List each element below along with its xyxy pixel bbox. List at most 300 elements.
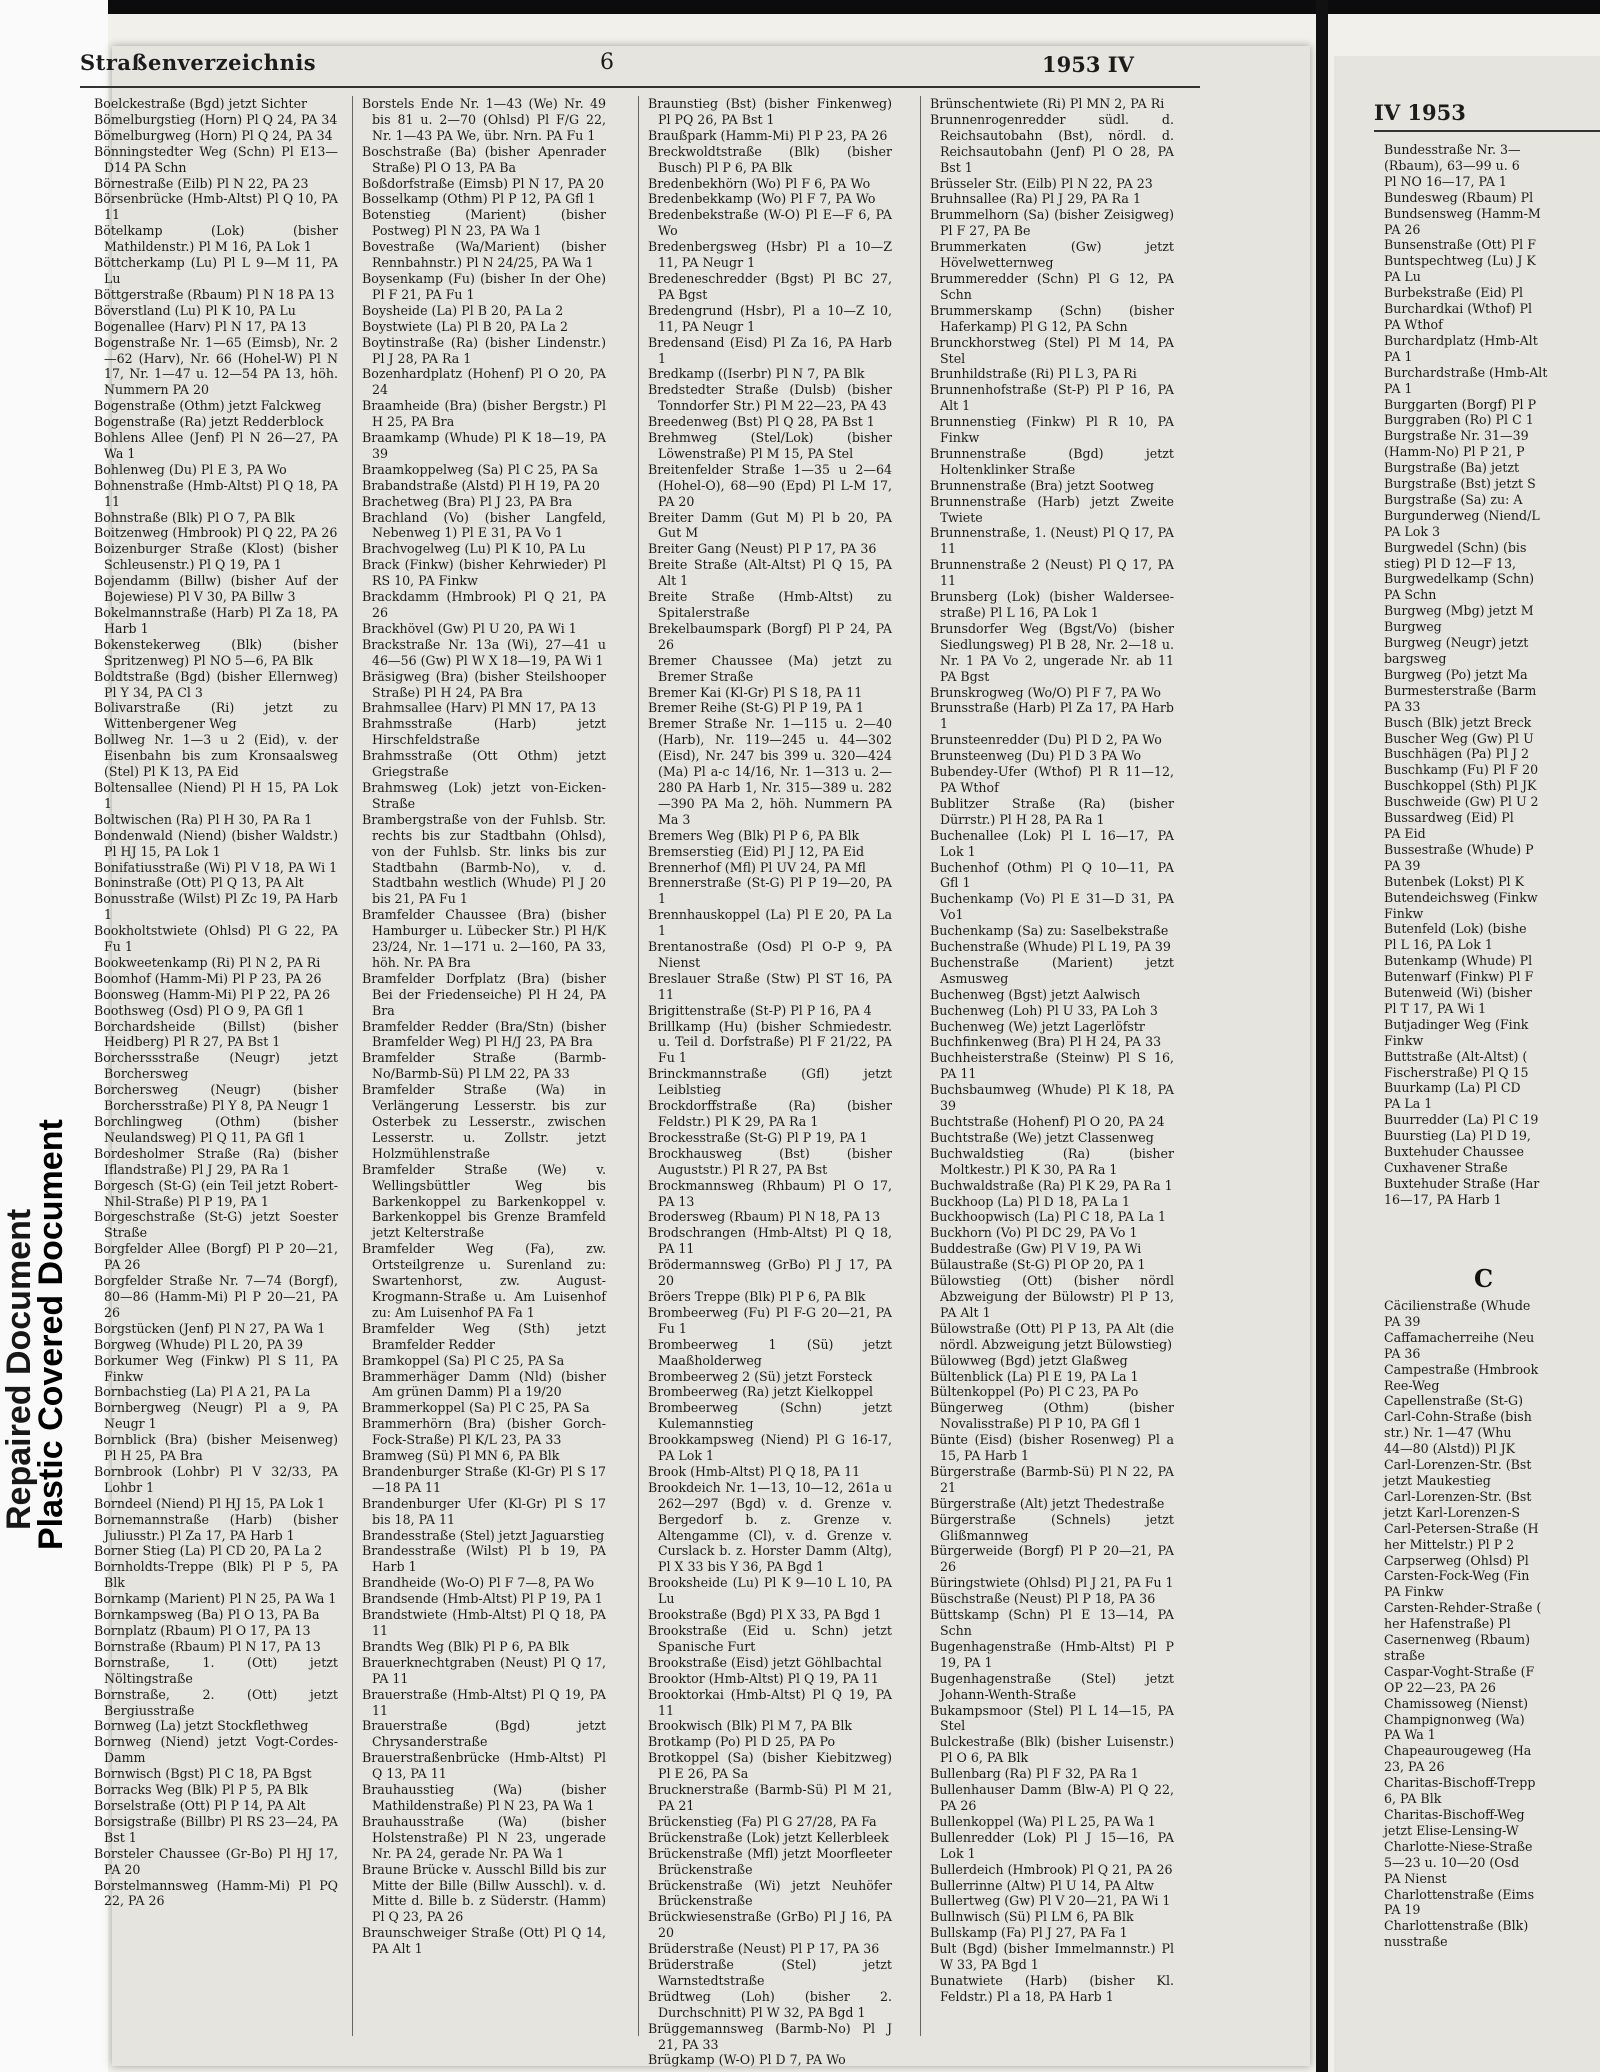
street-entry: Boothsweg (Osd) Pl O 9, PA Gfl 1 [94, 1002, 305, 1018]
street-entry: Breckwoldtstraße (Blk) (bisher Busch) Pl P 6, PA Blk [648, 143, 892, 175]
street-entry: Buurkamp (La) Pl CD [1384, 1080, 1521, 1096]
street-entry: Finkw [1384, 905, 1424, 921]
street-entry: Caspar-Voght-Straße (F [1384, 1663, 1535, 1679]
street-entry: Brandstwiete (Hmb-Altst) Pl Q 18, PA 11 [362, 1607, 606, 1638]
street-entry: Brüderstraße (Stel) jetzt Warnstedtstraße [648, 1957, 892, 1988]
street-entry: Brandesstraße (Stel) jetzt Jaguarstieg [362, 1527, 605, 1543]
street-entry: Carl-Lorenzen-Str. (Bst [1384, 1488, 1532, 1504]
street-entry: bargsweg [1384, 651, 1447, 666]
street-entry: Burgstraße (Bst) jetzt S [1384, 476, 1536, 492]
street-entry: PA Wthof [1384, 316, 1443, 332]
street-entry: Buschkoppel (Sth) Pl JK [1384, 778, 1537, 794]
street-entry: Bramfelder Straße (We) v. Wellingsbüttler Weg bis Barkenkoppel zu Barkenkoppel v. Barkenkoppel bis Grenze Bramfeld jetzt Kelterstraße [362, 1161, 606, 1241]
street-entry: Breite Straße (Hmb-Altst) zu Spitalerstraße [648, 589, 892, 620]
street-entry: Brüsseler Str. (Eilb) Pl N 22, PA 23 [930, 175, 1153, 191]
street-entry: Borselstraße (Ott) Pl P 14, PA Alt [94, 1797, 306, 1813]
street-entry: Bornwisch (Bgst) Pl C 18, PA Bgst [94, 1766, 312, 1782]
street-entry: Brauerstraßenbrücke (Hmb-Altst) Pl Q 13, PA 11 [362, 1750, 606, 1782]
street-entry: Bokenstekerweg (Blk) (bisher Spritzenweg) Pl NO 5—6, PA Blk [94, 636, 338, 668]
street-entry: Buchtstraße (Hohenf) Pl O 20, PA 24 [930, 1114, 1165, 1129]
street-entry: Buchenstraße (Whude) Pl L 19, PA 39 [930, 939, 1171, 955]
street-entry: Buttstraße (Alt-Altst) ( [1384, 1048, 1528, 1064]
street-entry: Brombeerweg (Schn) jetzt Kulemannstieg [648, 1400, 892, 1432]
street-entry: Caffamacherreihe (Neu [1384, 1329, 1535, 1345]
street-entry: Bornbrook (Lohbr) Pl V 32/33, PA Lohbr 1 [94, 1463, 338, 1495]
street-entry: her Hafenstraße) Pl [1384, 1616, 1511, 1632]
street-entry: Brockmannsweg (Rhbaum) Pl O 17, PA 13 [648, 1177, 892, 1209]
street-entry: Butenfeld (Lok) (bishe [1384, 921, 1527, 937]
street-entry: Brombeerweg 2 (Sü) jetzt Forsteck [648, 1368, 873, 1384]
street-entry: Busch (Blk) jetzt Breck [1384, 714, 1532, 730]
street-entry: Butenbek (Lokst) Pl K [1384, 873, 1524, 889]
street-entry: Bullenredder (Lok) Pl J 15—16, PA Lok 1 [930, 1829, 1174, 1861]
street-entry: Braamheide (Bra) (bisher Bergstr.) Pl H 25, PA Bra [362, 398, 606, 430]
street-entry: Charlottenstraße (Blk) [1384, 1918, 1529, 1934]
street-entry: Brandenburger Straße (Kl-Gr) Pl S 17—18 PA 11 [362, 1463, 606, 1495]
next-page-column-c [1384, 1298, 1600, 1950]
street-entry: PA 33 [1384, 698, 1421, 714]
street-entry: Brummerkaten (Gw) jetzt Hövelwetternweg [930, 239, 1174, 271]
street-entry: PA 19 [1384, 1902, 1421, 1918]
street-entry: Boysenkamp (Fu) (bisher In der Ohe) Pl F 21, PA Fu 1 [362, 270, 606, 302]
street-entry: Boonsweg (Hamm-Mi) Pl P 22, PA 26 [94, 986, 331, 1002]
street-entry: Brentanostraße (Osd) Pl O-P 9, PA Nienst [648, 939, 892, 970]
street-entry: Bornstraße (Rbaum) Pl N 17, PA 13 [94, 1638, 321, 1654]
street-entry: Bülaustraße (St-G) Pl OP 20, PA 1 [930, 1257, 1146, 1273]
street-entry: Boytinstraße (Ra) (bisher Lindenstr.) Pl J 28, PA Ra 1 [362, 334, 606, 366]
street-entry: Bornweg (La) jetzt Stockflethweg [94, 1718, 309, 1734]
street-entry: Brockdorffstraße (Ra) (bisher Feldstr.) Pl K 29, PA Ra 1 [648, 1098, 892, 1129]
street-entry: Carsten-Fock-Weg (Fin [1384, 1568, 1530, 1584]
street-entry: Bublitzer Straße (Ra) (bisher Dürrstr.) Pl H 28, PA Ra 1 [930, 795, 1174, 827]
street-entry: Brachland (Vo) (bisher Langfeld, Nebenweg 1) Pl E 31, PA Vo 1 [362, 509, 606, 541]
street-entry: Borracks Weg (Blk) Pl P 5, PA Blk [94, 1782, 309, 1798]
street-entry: Brackstraße Nr. 13a (Wi), 27—41 u 46—56 (Gw) Pl W X 18—19, PA Wi 1 [362, 636, 606, 668]
street-entry: Buchenweg (Loh) Pl U 33, PA Loh 3 [930, 1002, 1158, 1018]
street-entry: Bogenstraße (Ra) jetzt Redderblock [94, 414, 324, 430]
street-entry: Brahmsstraße (Harb) jetzt Hirschfeldstraße [362, 716, 606, 748]
street-entry: Brahmsweg (Lok) jetzt von-Eicken-Straße [362, 779, 606, 811]
street-entry: Botenstieg (Marient) (bisher Postweg) Pl N 23, PA Wa 1 [362, 207, 606, 239]
street-entry: Brummelhorn (Sa) (bisher Zeisigweg) Pl F 27, PA Be [930, 207, 1174, 239]
street-entry: PA Eid [1384, 825, 1426, 841]
street-entry: Buchenallee (Lok) Pl L 16—17, PA Lok 1 [930, 827, 1174, 859]
page-gutter-shadow [1316, 0, 1328, 2072]
street-entry: Brennhauskoppel (La) Pl E 20, PA La 1 [648, 907, 892, 939]
street-entry: Brekelbaumspark (Borgf) Pl P 24, PA 26 [648, 620, 892, 652]
street-entry: Burgstraße Nr. 31—39 [1384, 428, 1529, 444]
street-entry: Brückwiesenstraße (GrBo) Pl J 16, PA 20 [648, 1909, 892, 1941]
street-entry: Bornweg (Niend) jetzt Vogt-Cordes-Damm [94, 1734, 338, 1766]
street-entry: Brambergstraße von der Fuhlsb. Str. rechts bis zur Stadtbahn (Ohlsd), von der Fuhlsb. Str. links bis zur Stadtbahn (Barmb-No), v. d. Stadtbahn westlich (Whude) Pl J 20 bis 21, PA Fu 1 [362, 811, 606, 907]
street-entry: Brunsteenweg (Du) Pl D 3 PA Wo [930, 748, 1142, 764]
street-entry: Bramfelder Chaussee (Bra) (bisher Hamburger u. Lübecker Str.) Pl H/K 23/24, Nr. 1—171 u. 2—160, PA 33, höh. Nr. PA Bra [362, 907, 606, 970]
repaired-document-label: Repaired Document [0, 1208, 38, 1530]
street-entry: Brückenstieg (Fa) Pl G 27/28, PA Fa [648, 1813, 877, 1829]
street-entry: Bookweetenkamp (Ri) Pl N 2, PA Ri [94, 954, 321, 970]
street-entry: Brookkampsweg (Niend) Pl G 16-17, PA Lok 1 [648, 1432, 892, 1464]
street-entry: Bordesholmer Straße (Ra) (bisher Iflandstraße) Pl J 29, PA Ra 1 [94, 1145, 338, 1177]
street-entry: Burgweg (Neugr) jetzt [1384, 635, 1529, 651]
street-column-2 [362, 96, 606, 1957]
street-entry: Brügkamp (W-O) Pl D 7, PA Wo [648, 2052, 846, 2068]
street-entry: Carl-Petersen-Straße (H [1384, 1520, 1539, 1536]
street-entry: Bramkoppel (Sa) Pl C 25, PA Sa [362, 1352, 565, 1368]
street-entry: Brauerstraße (Bgd) jetzt Chrysanderstraße [362, 1718, 606, 1750]
page-title: Straßenverzeichnis [80, 50, 317, 75]
street-entry: Brunnenhofstraße (St-P) Pl P 16, PA Alt 1 [930, 382, 1174, 414]
street-entry: PA 36 [1384, 1345, 1421, 1361]
street-entry: Carsten-Rehder-Straße ( [1384, 1600, 1542, 1616]
street-entry: Brückenstraße (Lok) jetzt Kellerbleek [648, 1829, 889, 1845]
street-entry: Braußpark (Hamm-Mi) Pl P 23, PA 26 [648, 127, 888, 143]
street-entry: Brandesstraße (Wilst) Pl b 19, PA Harb 1 [362, 1543, 606, 1575]
street-entry: PA Nienst [1384, 1870, 1447, 1886]
street-entry: Carl-Cohn-Straße (bish [1384, 1409, 1532, 1425]
street-entry: Borkumer Weg (Finkw) Pl S 11, PA Finkw [94, 1352, 338, 1384]
street-entry: Bredeneschredder (Bgst) Pl BC 27, PA Bgst [648, 270, 892, 302]
street-entry: Bornkamp (Marient) Pl N 25, PA Wa 1 [94, 1591, 337, 1607]
street-entry: Boninstraße (Ott) Pl Q 13, PA Alt [94, 875, 304, 891]
street-entry: Brooksheide (Lu) Pl K 9—10 L 10, PA Lu [648, 1575, 892, 1607]
street-entry: Bürgerstraße (Barmb-Sü) Pl N 22, PA 21 [930, 1463, 1174, 1495]
column-divider [352, 96, 353, 2036]
street-entry: Cäcilienstraße (Whude [1384, 1298, 1531, 1313]
street-entry: 44—80 (Alstd)) Pl JK [1384, 1441, 1516, 1457]
street-entry: Bönningstedter Weg (Schn) Pl E13—D14 PA Schn [94, 143, 338, 175]
street-entry: Bramweg (Sü) Pl MN 6, PA Blk [362, 1448, 560, 1464]
street-entry: PA Schn [1384, 587, 1437, 603]
street-entry: Bugenhagenstraße (Stel) jetzt Johann-Wenth-Straße [930, 1670, 1174, 1702]
street-entry: Brauhausstieg (Wa) (bisher Mathildenstraße) Pl N 23, PA Wa 1 [362, 1782, 606, 1813]
street-entry: Bogenstraße (Othm) jetzt Falckweg [94, 398, 322, 414]
street-entry: Brunskrogweg (Wo/O) Pl F 7, PA Wo [930, 684, 1161, 700]
street-entry: Bookholtstwiete (Ohlsd) Pl G 22, PA Fu 1 [94, 923, 338, 955]
next-page-header-rule [1374, 130, 1600, 132]
street-entry: Bramfelder Dorfplatz (Bra) (bisher Bei der Friedenseiche) Pl H 24, PA Bra [362, 970, 606, 1018]
street-entry: Burgwedelkamp (Schn) [1384, 571, 1535, 587]
street-entry: Bremer Reihe (St-G) Pl P 19, PA 1 [648, 700, 864, 716]
street-entry: Burgstraße (Ba) jetzt [1384, 460, 1520, 476]
street-entry: Borchardsheide (Billst) (bisher Heidberg) Pl R 27, PA Bst 1 [94, 1018, 338, 1050]
street-entry: Brödermannsweg (GrBo) Pl J 17, PA 20 [648, 1257, 892, 1289]
street-entry: Brotkamp (Po) Pl D 25, PA Po [648, 1734, 836, 1750]
street-entry: Bremer Kai (Kl-Gr) Pl S 18, PA 11 [648, 684, 863, 700]
street-entry: Braunschweiger Straße (Ott) Pl Q 14, PA Alt 1 [362, 1925, 606, 1957]
street-entry: Bullertweg (Gw) Pl V 20—21, PA Wi 1 [930, 1893, 1171, 1909]
street-entry: straße [1384, 1647, 1425, 1663]
street-entry: Bornbachstieg (La) Pl A 21, PA La [94, 1384, 311, 1400]
street-entry: Brehmweg (Stel/Lok) (bisher Löwenstraße) Pl M 15, PA Stel [648, 430, 892, 461]
street-entry: PA 26 [1384, 221, 1421, 237]
street-entry: Charlottenstraße (Eims [1384, 1886, 1535, 1902]
street-entry: Brunnenstraße, 1. (Neust) Pl Q 17, PA 11 [930, 525, 1174, 557]
street-entry: Brillkamp (Hu) (bisher Schmiedestr. u. Teil d. Dorfstraße) Pl F 21/22, PA Fu 1 [648, 1018, 892, 1066]
street-entry: Breiter Gang (Neust) Pl P 17, PA 36 [648, 541, 877, 557]
street-entry: Brackhövel (Gw) Pl U 20, PA Wi 1 [362, 620, 577, 636]
street-entry: Bömelburgweg (Horn) Pl Q 24, PA 34 [94, 127, 333, 143]
street-entry: Burgweg [1384, 619, 1442, 635]
street-entry: Brabandstraße (Alstd) Pl H 19, PA 20 [362, 477, 600, 493]
street-entry: Brinckmannstraße (Gfl) jetzt Leiblstieg [648, 1066, 892, 1098]
left-margin-strip [0, 0, 108, 2072]
street-entry: Brockesstraße (St-G) Pl P 19, PA 1 [648, 1129, 868, 1145]
street-entry: Buscher Weg (Gw) Pl U [1384, 730, 1534, 746]
street-entry: 23, PA 26 [1384, 1759, 1445, 1775]
street-entry: Brauerstraße (Hmb-Altst) Pl Q 19, PA 11 [362, 1686, 606, 1718]
street-entry: Casernenweg (Rbaum) [1384, 1632, 1530, 1648]
street-entry: Bullerrinne (Altw) Pl U 14, PA Altw [930, 1877, 1154, 1893]
street-entry: Bramfelder Weg (Sth) jetzt Bramfelder Redder [362, 1320, 606, 1352]
street-entry: Buchenkamp (Vo) Pl E 31—D 31, PA Vo1 [930, 891, 1174, 923]
street-entry: Bornholdts-Treppe (Blk) Pl P 5, PA Blk [94, 1559, 338, 1591]
street-entry: Bogenstraße Nr. 1—65 (Eimsb), Nr. 2—62 (Harv), Nr. 66 (Hohel-W) Pl N 17, Nr. 1—47 u. 12—54 PA 13, höh. Nummern PA 20 [94, 334, 338, 398]
street-entry: Braamkamp (Whude) Pl K 18—19, PA 39 [362, 430, 606, 461]
street-entry: Burchardkai (Wthof) Pl [1384, 301, 1533, 317]
street-entry: Capellenstraße (St-G) [1384, 1393, 1524, 1409]
street-entry: Butenkamp (Whude) Pl [1384, 953, 1533, 969]
street-entry: Breiter Damm (Gut M) Pl b 20, PA Gut M [648, 509, 892, 541]
street-entry: Buchsbaumweg (Whude) Pl K 18, PA 39 [930, 1082, 1174, 1114]
street-entry: Brunnenstraße (Bgd) jetzt Holtenklinker Straße [930, 445, 1174, 477]
street-entry: Boldtstraße (Bgd) (bisher Ellernweg) Pl Y 34, PA Cl 3 [94, 668, 338, 700]
street-entry: Campestraße (Hmbrook [1384, 1361, 1539, 1377]
street-entry: Brunnenstieg (Finkw) Pl R 10, PA Finkw [930, 414, 1174, 446]
street-entry: Butendeichsweg (Finkw [1384, 889, 1538, 905]
street-entry: PA Lu [1384, 269, 1421, 285]
street-entry: Bürgerweide (Borgf) Pl P 20—21, PA 26 [930, 1543, 1174, 1575]
street-entry: Büttskamp (Schn) Pl E 13—14, PA Schn [930, 1607, 1174, 1638]
street-entry: Brigittenstraße (St-P) Pl P 16, PA 4 [648, 1002, 872, 1018]
street-entry: Bültenblick (La) Pl E 19, PA La 1 [930, 1368, 1139, 1384]
street-entry: Burgwedel (Schn) (bis [1384, 539, 1527, 555]
page-header [80, 46, 1200, 86]
street-entry: Bornplatz (Rbaum) Pl O 17, PA 13 [94, 1623, 311, 1638]
street-entry: Brunsstraße (Harb) Pl Za 17, PA Harb 1 [930, 700, 1174, 732]
street-entry: Borndeel (Niend) Pl HJ 15, PA Lok 1 [94, 1495, 326, 1511]
street-entry: Bornbergweg (Neugr) Pl a 9, PA Neugr 1 [94, 1400, 338, 1432]
street-entry: Brombeerweg (Ra) jetzt Kielkoppel [648, 1384, 874, 1400]
street-entry: Boystwiete (La) Pl B 20, PA La 2 [362, 318, 569, 334]
street-entry: PA 1 [1384, 348, 1413, 364]
street-entry: Burchardstraße (Hmb-Alt [1384, 364, 1548, 380]
street-entry: Brunhildstraße (Ri) Pl L 3, PA Ri [930, 366, 1137, 382]
street-entry: Brodersweg (Rbaum) Pl N 18, PA 13 [648, 1209, 881, 1225]
plastic-covered-label: Plastic Covered Document [32, 1119, 70, 1550]
street-entry: Böttgerstraße (Rbaum) Pl N 18 PA 13 [94, 286, 335, 302]
street-entry: Bredenbekkamp (Wo) Pl F 7, PA Wo [648, 191, 876, 207]
street-entry: (Rbaum), 63—99 u. 6 [1384, 157, 1520, 173]
street-entry: Brombeerweg 1 (Sü) jetzt Maaßholderweg [648, 1336, 892, 1368]
street-entry: Boltwischen (Ra) Pl H 30, PA Ra 1 [94, 811, 313, 827]
street-entry: Bukampsmoor (Stel) Pl L 14—15, PA Stel [930, 1702, 1174, 1734]
street-entry: Brachvogelweg (Lu) Pl K 10, PA Lu [362, 541, 586, 557]
street-entry: Büringstwiete (Ohlsd) Pl J 21, PA Fu 1 [930, 1575, 1174, 1591]
street-entry: Chamissoweg (Nienst) [1384, 1695, 1528, 1711]
street-entry: Brammerkoppel (Sa) Pl C 25, PA Sa [362, 1400, 590, 1416]
street-entry: Bünte (Eisd) (bisher Rosenweg) Pl a 15, PA Harb 1 [930, 1432, 1174, 1464]
street-entry: Burgweg (Po) jetzt Ma [1384, 666, 1528, 682]
street-entry: Burggraben (Ro) Pl C 1 [1384, 412, 1534, 428]
street-entry: Boltensallee (Niend) Pl H 15, PA Lok 1 [94, 779, 338, 811]
street-entry: PA 39 [1384, 857, 1421, 873]
street-entry: Brachetweg (Bra) Pl J 23, PA Bra [362, 493, 573, 509]
street-entry: Bülowstraße (Ott) Pl P 13, PA Alt (die nördl. Abzweigung jetzt Bülowstieg) [930, 1320, 1174, 1352]
page-number: 6 [600, 50, 614, 75]
street-entry: Charitas-Bischoff-Trepp [1384, 1775, 1536, 1791]
street-entry: Fischerstraße) Pl Q 15 [1384, 1064, 1529, 1080]
street-entry: Buchwaldstieg (Ra) (bisher Moltkestr.) Pl K 30, PA Ra 1 [930, 1145, 1174, 1177]
street-entry: Bullenhauser Damm (Blw-A) Pl Q 22, PA 26 [930, 1782, 1174, 1813]
street-entry: Bornblick (Bra) (bisher Meisenweg) Pl H 25, PA Bra [94, 1432, 338, 1464]
column-divider [920, 96, 921, 2036]
header-rule [80, 86, 1200, 88]
street-entry: Bornstraße, 2. (Ott) jetzt Bergiusstraße [94, 1686, 338, 1718]
street-entry: Bredengrund (Hsbr), Pl a 10—Z 10, 11, PA Neugr 1 [648, 302, 892, 334]
street-entry: Bülowweg (Bgd) jetzt Glaßweg [930, 1352, 1128, 1368]
street-entry: Buckhoopwisch (La) Pl C 18, PA La 1 [930, 1209, 1167, 1225]
street-entry: Bürgerstraße (Alt) jetzt Thedestraße [930, 1495, 1165, 1511]
street-entry: Buschhägen (Pa) Pl J 2 [1384, 746, 1530, 762]
street-entry: Brennerstraße (St-G) Pl P 19—20, PA 1 [648, 875, 892, 907]
street-entry: Brandts Weg (Blk) Pl P 6, PA Blk [362, 1638, 569, 1654]
street-entry: Braunstieg (Bst) (bisher Finkenweg) Pl PQ 26, PA Bst 1 [648, 96, 892, 127]
street-entry: jetzt Karl-Lorenzen-S [1384, 1504, 1520, 1520]
street-entry: Boitzenweg (Hmbrook) Pl Q 22, PA 26 [94, 525, 338, 541]
street-entry: Bültenkoppel (Po) Pl C 23, PA Po [930, 1384, 1139, 1400]
street-entry: Bozenhardplatz (Hohenf) Pl O 20, PA 24 [362, 366, 606, 398]
street-entry: Bundsensweg (Hamm-M [1384, 205, 1541, 221]
street-entry: PA Finkw [1384, 1584, 1444, 1600]
street-entry: Carl-Lorenzen-Str. (Bst [1384, 1457, 1532, 1473]
street-entry: stieg) Pl D 12—F 13, [1384, 555, 1516, 571]
street-entry: Burmesterstraße (Barm [1384, 682, 1537, 698]
street-entry: Brünschentwiete (Ri) Pl MN 2, PA Ri [930, 96, 1165, 111]
street-entry: Bullskamp (Fa) Pl J 27, PA Fa 1 [930, 1925, 1128, 1941]
street-entry: Brüderstraße (Neust) Pl P 17, PA 36 [648, 1941, 880, 1957]
street-entry: Buschweide (Gw) Pl U 2 [1384, 794, 1539, 810]
street-entry: Bubendey-Ufer (Wthof) Pl R 11—12, PA Wthof [930, 764, 1174, 795]
street-entry: Börsenbrücke (Hmb-Altst) Pl Q 10, PA 11 [94, 191, 338, 223]
street-entry: Brandsende (Hmb-Altst) Pl P 19, PA 1 [362, 1591, 603, 1607]
street-entry: Bremer Chaussee (Ma) jetzt zu Bremer Straße [648, 652, 892, 684]
street-entry: Boomhof (Hamm-Mi) Pl P 23, PA 26 [94, 970, 322, 986]
street-entry: Bürgerstraße (Schnels) jetzt Glißmannweg [930, 1511, 1174, 1543]
street-entry: Borgweg (Whude) Pl L 20, PA 39 [94, 1336, 304, 1352]
street-entry: Brookdeich Nr. 1—13, 10—12, 261a u 262—297 (Bgd) v. d. Grenze v. Bergedorf b. z. Grenze v. Altengamme (Cl), v. d. Grenze v. Curslack b. z. Horster Damm (Altg), Pl X 33 bis Y 36, PA Bgd 1 [648, 1479, 892, 1575]
street-entry: Brotkoppel (Sa) (bisher Kiebitzweg) Pl E 26, PA Sa [648, 1750, 892, 1782]
street-entry: Brückenstraße (Mfl) jetzt Moorfleeter Brückenstraße [648, 1845, 892, 1877]
street-entry: Boizenburger Straße (Klost) (bisher Schleusenstr.) Pl Q 19, PA 1 [94, 541, 338, 573]
street-entry: jetzt Maukestieg [1384, 1472, 1491, 1488]
street-entry: jetzt Elise-Lensing-W [1384, 1822, 1519, 1838]
street-entry: Buckhoop (La) Pl D 18, PA La 1 [930, 1193, 1131, 1209]
street-entry: Buchenweg (We) jetzt Lagerlöfstr [930, 1018, 1145, 1034]
street-entry: Bussardweg (Eid) Pl [1384, 810, 1514, 826]
street-entry: Brombeerweg (Fu) Pl F-G 20—21, PA Fu 1 [648, 1304, 892, 1336]
street-entry: Bunsenstraße (Ott) Pl F [1384, 237, 1536, 253]
street-entry: Bülowstieg (Ott) (bisher nördl Abzweigung der Bülowstr) Pl P 13, PA Alt 1 [930, 1273, 1174, 1320]
street-entry: str.) Nr. 1—47 (Whu [1384, 1425, 1512, 1441]
street-entry: nusstraße [1384, 1934, 1448, 1950]
street-entry: Bollweg Nr. 1—3 u 2 (Eid), v. der Eisenbahn bis zum Kronsaalsweg (Stel) Pl K 13, PA Eid [94, 732, 338, 780]
street-entry: Borgfelder Straße Nr. 7—74 (Borgf), 80—86 (Hamm-Mi) Pl P 20—21, PA 26 [94, 1273, 338, 1320]
street-entry: Büschstraße (Neust) Pl P 18, PA 36 [930, 1591, 1156, 1607]
street-entry: Brunsberg (Lok) (bisher Waldersee-straße) Pl L 16, PA Lok 1 [930, 589, 1174, 620]
street-entry: Butenweid (Wi) (bisher [1384, 985, 1532, 1001]
street-entry: Bokelmannstraße (Harb) Pl Za 18, PA Harb 1 [94, 605, 338, 636]
section-letter: C [1474, 1264, 1494, 1293]
street-entry: Charlotte-Niese-Straße [1384, 1838, 1533, 1854]
street-entry: Chapeaurougeweg (Ha [1384, 1743, 1532, 1759]
street-entry: Bramfelder Straße (Wa) in Verlängerung Lesserstr. bis zur Osterbek zu Lesserstr., zwischen Lesserstr. u. Zollstr. jetzt Holzmühlenstraße [362, 1082, 606, 1161]
street-entry: Büngerweg (Othm) (bisher Novalisstraße) Pl P 10, PA Gfl 1 [930, 1400, 1174, 1432]
street-entry: Ree-Weg [1384, 1377, 1440, 1393]
street-entry: Buchenkamp (Sa) zu: Saselbekstraße [930, 923, 1169, 939]
street-entry: Bröers Treppe (Blk) Pl P 6, PA Blk [648, 1288, 866, 1304]
street-entry: Brunnenrogenredder südl. d. Reichsautobahn (Bst), nördl. d. Reichsautobahn (Jenf) Pl O 28, PA Bst 1 [930, 111, 1174, 175]
street-entry: Champignonweg (Wa) [1384, 1711, 1525, 1727]
street-entry: Buschkamp (Fu) Pl F 20 [1384, 762, 1539, 778]
street-entry: Bonusstraße (Wilst) Pl Zc 19, PA Harb 1 [94, 891, 338, 923]
street-entry: 5—23 u. 10—20 (Osd [1384, 1854, 1520, 1870]
street-entry: Bogenallee (Harv) Pl N 17, PA 13 [94, 318, 307, 334]
street-entry: Carpserweg (Ohlsd) Pl [1384, 1552, 1529, 1568]
street-entry: Burgstraße (Sa) zu: A [1384, 491, 1523, 507]
street-entry: Bunatwiete (Harb) (bisher Kl. Feldstr.) Pl a 18, PA Harb 1 [930, 1972, 1174, 2004]
street-entry: Boelckestraße (Bgd) jetzt Sichter [94, 96, 308, 111]
street-entry: Pl T 17, PA Wi 1 [1384, 1000, 1487, 1016]
street-entry: Brack (Finkw) (bisher Kehrwieder) Pl RS 10, PA Finkw [362, 557, 606, 589]
street-entry: Borsteler Chaussee (Gr-Bo) Pl HJ 17, PA 20 [94, 1845, 338, 1877]
street-entry: Burgunderweg (Niend/L [1384, 507, 1540, 523]
street-entry: 6, PA Blk [1384, 1791, 1442, 1807]
street-entry: Brahmsallee (Harv) Pl MN 17, PA 13 [362, 700, 597, 716]
street-entry: Bötelkamp (Lok) (bisher Mathildenstr.) Pl M 16, PA Lok 1 [94, 223, 338, 255]
street-entry: Buchenhof (Othm) Pl Q 10—11, PA Gfl 1 [930, 859, 1174, 891]
street-entry: Borchlingweg (Othm) (bisher Neulandsweg) Pl Q 11, PA Gfl 1 [94, 1114, 338, 1145]
street-entry: Böverstland (Lu) Pl K 10, PA Lu [94, 302, 296, 318]
page-year: 1953 IV [1042, 52, 1134, 77]
street-entry: Breitenfelder Straße 1—35 u 2—64 (Hohel-O), 68—90 (Epd) Pl L-M 17, PA 20 [648, 461, 892, 509]
street-entry: Brookwisch (Blk) Pl M 7, PA Blk [648, 1718, 853, 1734]
street-entry: Brunsteenredder (Du) Pl D 2, PA Wo [930, 732, 1162, 748]
street-entry: Buurredder (La) Pl C 19 [1384, 1112, 1539, 1128]
street-entry: Bugenhagenstraße (Hmb-Altst) Pl P 19, PA 1 [930, 1638, 1174, 1670]
street-entry: Borstelmannsweg (Hamm-Mi) Pl PQ 22, PA 26 [94, 1877, 338, 1909]
next-page-partial [1334, 56, 1600, 2072]
street-entry: Borgfelder Allee (Borgf) Pl P 20—21, PA 26 [94, 1241, 338, 1273]
scanner-top-border [0, 0, 1600, 14]
street-entry: 16—17, PA Harb 1 [1384, 1191, 1502, 1207]
street-entry: Brückenstraße (Wi) jetzt Neuhöfer Brückenstraße [648, 1877, 892, 1909]
street-entry: Brunnenstraße 2 (Neust) Pl Q 17, PA 11 [930, 557, 1174, 589]
street-entry: Bovestraße (Wa/Marient) (bisher Rennbahnstr.) Pl N 24/25, PA Wa 1 [362, 239, 606, 271]
street-entry: Buchenweg (Bgst) jetzt Aalwisch [930, 986, 1141, 1002]
street-entry: Bondenwald (Niend) (bisher Waldstr.) Pl HJ 15, PA Lok 1 [94, 827, 338, 859]
street-entry: Bohlenweg (Du) Pl E 3, PA Wo [94, 461, 287, 477]
street-entry: Bosselkamp (Othm) Pl P 12, PA Gfl 1 [362, 191, 596, 207]
street-entry: Bojendamm (Billw) (bisher Auf der Bojewiese) Pl V 30, PA Billw 3 [94, 573, 338, 605]
street-entry: Bremserstieg (Eid) Pl J 12, PA Eid [648, 843, 865, 859]
street-entry: Bornstraße, 1. (Ott) jetzt Nöltingstraße [94, 1654, 338, 1686]
street-entry: Brandheide (Wo-O) Pl F 7—8, PA Wo [362, 1575, 595, 1591]
street-entry: Bulckestraße (Blk) (bisher Luisenstr.) Pl O 6, PA Blk [930, 1734, 1174, 1766]
street-entry: Brummeredder (Schn) Pl G 12, PA Schn [930, 270, 1174, 302]
street-entry: Braamkoppelweg (Sa) Pl C 25, PA Sa [362, 461, 599, 477]
street-entry: Bramfelder Redder (Bra/Stn) (bisher Bramfelder Weg) Pl H/J 23, PA Bra [362, 1018, 606, 1050]
street-entry: Bohnstraße (Blk) Pl O 7, PA Blk [94, 509, 295, 525]
